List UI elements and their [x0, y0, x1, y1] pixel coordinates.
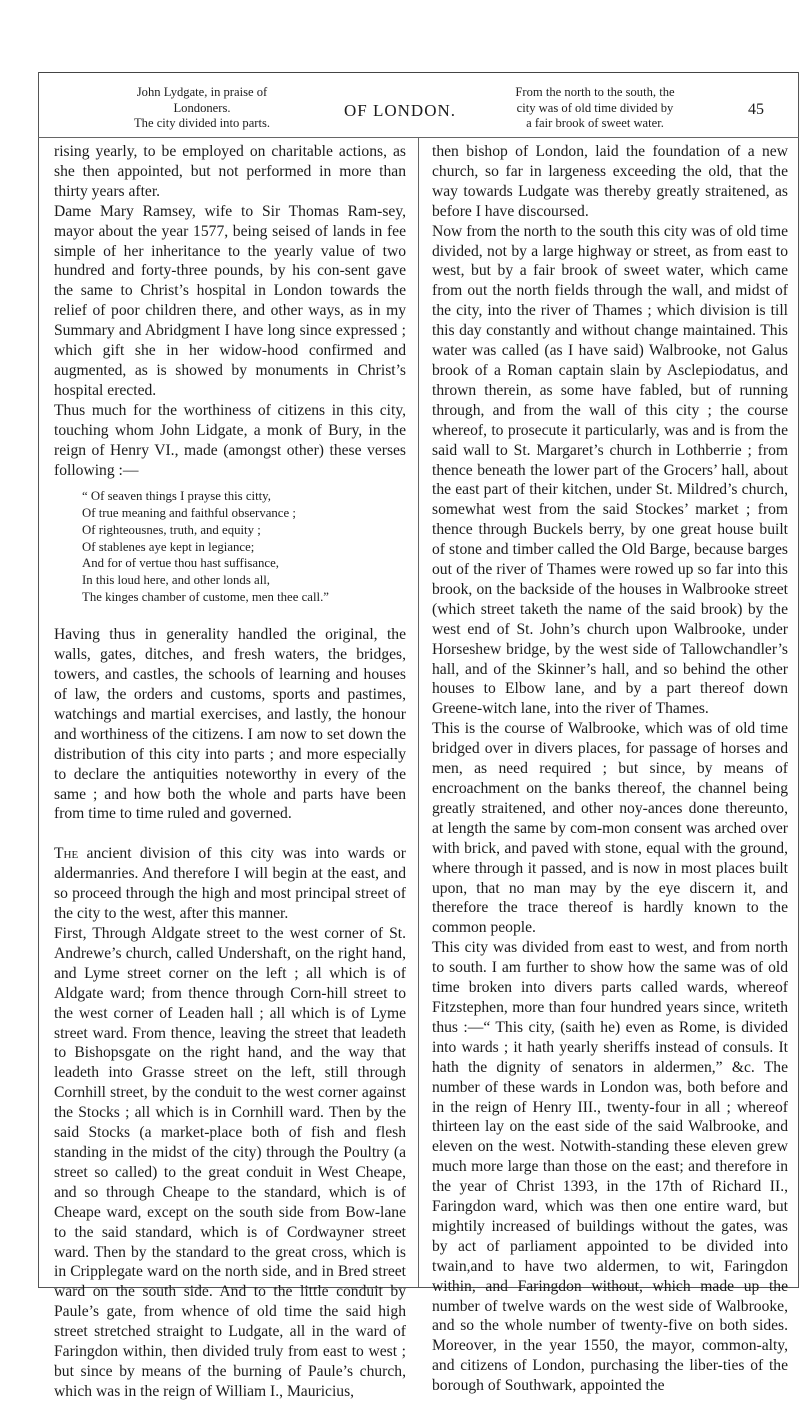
running-head-left-line: The city divided into parts.	[133, 116, 271, 130]
running-title: OF LONDON.	[344, 101, 456, 120]
paragraph	[54, 844, 406, 924]
paragraph: Dame Mary Ramsey, wife to Sir Thomas Ram-sey, mayor about the year 1577, being seised of lands in fee simple of her inheritance to the yearly value of two hundred and forty-three pounds, by his con-sent gave the same to Christ’s hospital in London towards the relief of poor children there, and other ways, as in my Summary and Abridgment I have long since expressed ; which gift she in her widow-hood confirmed and augmented, as is showed by monuments in Christ’s hospital erected.	[54, 202, 406, 399]
running-head-right	[485, 85, 705, 132]
paragraph: then bishop of London, laid the foundation of a new church, so far in largeness exceeding the old, that the way towards Ludgate was thereby greatly straitened, as before I have discoursed.	[432, 143, 788, 220]
frame-left-rule	[38, 72, 39, 1287]
running-head-right-line: a fair brook of sweet water.	[526, 116, 664, 130]
page-number: 45	[748, 101, 764, 118]
paragraph: rising yearly, to be employed on charitable actions, as she then appointed, but not performed in more than thirty years after.	[54, 143, 406, 200]
paragraph: Now from the north to the south this city was of old time divided, not by a large highway or street, as from east to west, but by a fair brook of sweet water, which came from out the north fields through the wall, and midst of the city, into the river of Thames ; which division is till this day constantly and without change maintained. This water was called (as I have said) Walbrooke, not Galus brook of a Roman captain slain by Asclepiodatus, and thrown therein, as some have fabled, but of running through, and from the wall of this city ; the course whereof, to prosecute it particularly, was and is from the said wall to St. Margaret’s church in Lothberrie ; from thence beneath the lower part of the Grocers’ hall, about the east part of their kitchen, under St. Mildred’s church, somewhat west from the said Stockes’ market ; from thence through Buckels berry, by one great house built of stone and timber called the Old Barge, because barges out of the river of Thames were rowed up so far into this brook, on the backside of the houses in Walbrooke street (which street taketh the name of the said brook) by the west end of St. John’s church upon Walbrooke, under Horseshew bridge, by the west side of Tallowchandler’s hall, and of the Skinner’s hall, and so behind the other houses to Elbow lane, and by a part thereof down Greene-witch lane, into the river of Thames.	[432, 222, 788, 718]
verse-line: And for of vertue thou hast suffisance,	[82, 556, 279, 571]
paragraph: Having thus in generality handled the original, the walls, gates, ditches, and fresh waters, the bridges, towers, and castles, the schools of learning and houses of law, the orders and customs, sports and pastimes, watchings and martial exercises, and lastly, the honour and worthiness of the citizens. I am now to set down the distribution of this city into parts ; and more especially to declare the antiquities noteworthy in every of the same ; and how both the whole and parts have been from time to time ruled and governed.	[54, 626, 406, 823]
running-head-left	[92, 85, 312, 132]
running-head-right-line: city was of old time divided by	[516, 100, 674, 115]
paragraph: This city was divided from east to west, and from north to south. I am further to show how the same was of old time broken into divers parts called wards, whereof Fitzstephen, more than four hundred years since, writeth thus :—“ This city, (saith he) even as Rome, is divided into wards ; it hath yearly sheriffs instead of consuls. It hath the dignity of senators in aldermen,” &c. The number of these wards in London was, both before and in the reign of Henry III., twenty-four in all ; whereof thirteen lay on the east side of the said Walbrooke, and eleven on the west. Notwith-standing these eleven grew much more large than those on the east; and therefore in the year of Christ 1393, in the 17th of Richard II., Faringdon ward, which was then one entire ward, but mightily increased of buildings without the gates, was by act of parliament appointed to be divided into twain,and to have two aldermen, to wit, Faringdon within, and Faringdon without, which made up the number of twelve wards on the west side of Walbrooke, and so the whole number of twenty-five on both sides. Moreover, in the year 1550, the mayor, common-alty, and citizens of London, purchasing the liber-ties of the borough of Southwark, appointed the	[432, 939, 788, 1395]
frame-top-rule	[38, 72, 799, 73]
frame-right-rule	[798, 72, 799, 1287]
paragraph: Thus much for the worthiness of citizens in this city, touching whom John Lidgate, a monk of Bury, in the reign of Henry VI., made (amongst other) these verses following :—	[54, 401, 406, 479]
verse-line: Of righteousnes, truth, and equity ;	[82, 522, 261, 537]
paragraph-text: ancient division of this city was into wards or aldermanries. And therefore I will begin at the east, and so proceed through the high and most principal street of the city to the west, after this manner.	[54, 845, 406, 923]
running-head-left-line: John Lydgate, in praise of	[136, 85, 268, 99]
running-head-right-line: From the north to the south, the	[515, 85, 675, 99]
verse-line: Of stablenes aye kept in legiance;	[82, 539, 255, 554]
section-lead-word: The	[54, 845, 79, 863]
verse-line: In this loud here, and other londs all,	[82, 572, 271, 587]
paragraph: First, Through Aldgate street to the west corner of St. Andrewe’s church, called Undershaft, on the right hand, and Lyme street corner on the left ; all which is of Aldgate ward; from thence through Corn-hill street to the west corner of Leaden hall ; all which is of Lyme street ward. From thence, leaving the street that leadeth to Bishopsgate on the right hand, and the way that leadeth into Grasse street on the left, still through Cornhill street, by the conduit to the west corner against the Stocks ; all which is in Cornhill ward. Then by the said Stocks (a market-place both of fish and flesh standing in the midst of the city) through the Poultry (a street so called) to the great conduit in West Cheape, and so through Cheape to the standard, which is of Cheape ward, except on the south side from Bow-lane to the said standard, which is of Cordwayner street ward. Then by the standard to the great cross, which is in Cripplegate ward on the north side, and in Bred street ward on the south side. And to the little conduit by Paule’s gate, from whence of old time the said high street stretched straight to Ludgate, all in the ward of Faringdon within, then divided truly from east to west ; but since by means of the burning of Paule’s church, which was in the reign of William I., Mauricius,	[54, 925, 406, 1400]
right-column	[432, 142, 788, 1396]
verse-line: “ Of seaven things I prayse this citty,	[82, 489, 271, 504]
verse-line: The kinges chamber of custome, men thee call.”	[82, 589, 329, 604]
verse-line: Of true meaning and faithful observance ;	[82, 506, 296, 521]
paragraph: This is the course of Walbrooke, which was of old time bridged over in divers places, for passage of horses and men, as need required ; but since, by means of encroachment on the banks thereof, the channel being greatly straitened, and other noy-ances done thereunto, at length the same by com-mon consent was arched over with brick, and paved with stone, equal with the ground, where through it passed, and is now in most places built upon, that no man may by the eye discern it, and therefore the trace thereof is hardly known to the common people.	[432, 720, 788, 937]
running-head-left-line: Londoners.	[173, 100, 231, 115]
left-column	[54, 142, 406, 1402]
lydgate-verse	[82, 488, 406, 605]
column-divider	[418, 137, 419, 1287]
